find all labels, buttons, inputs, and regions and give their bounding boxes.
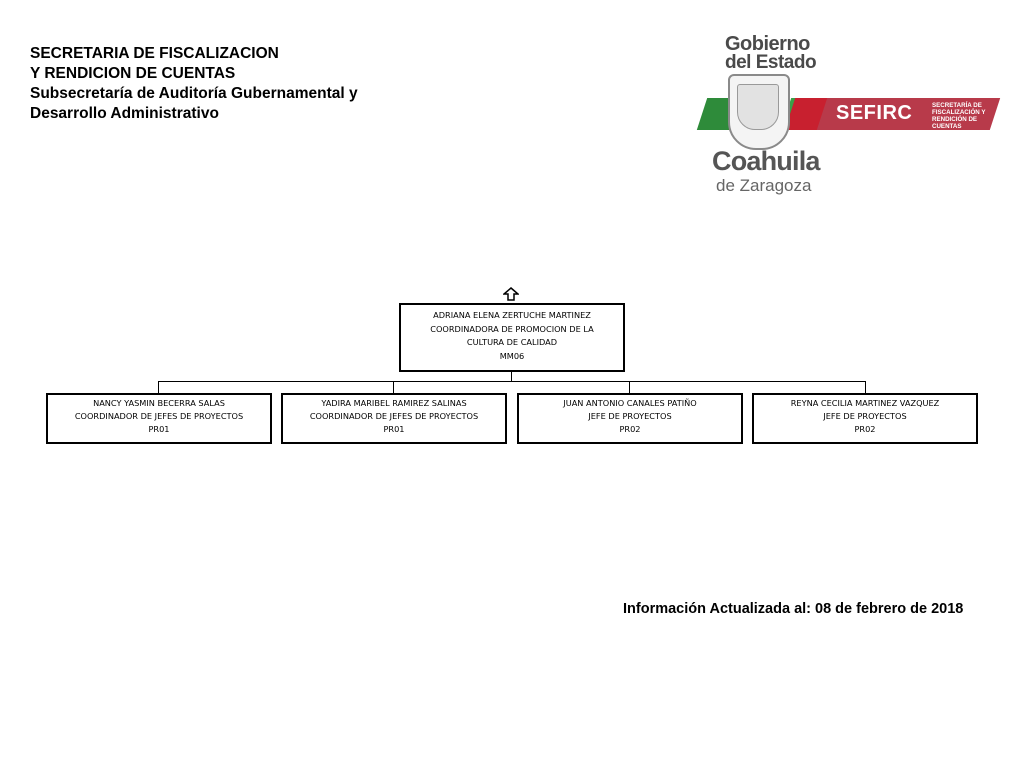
connector-child-4 bbox=[865, 381, 866, 393]
connector-child-3 bbox=[629, 381, 630, 393]
connector-child-2 bbox=[393, 381, 394, 393]
child-name: YADIRA MARIBEL RAMIREZ SALINAS bbox=[321, 398, 467, 408]
root-title-line1: COORDINADORA DE PROMOCION DE LA bbox=[430, 323, 594, 334]
child-name: JUAN ANTONIO CANALES PATIÑO bbox=[563, 398, 697, 408]
root-title-line2: CULTURA DE CALIDAD bbox=[466, 337, 558, 347]
logo-del-estado-text: del Estado bbox=[725, 52, 817, 73]
child-title: JEFE DE PROYECTOS bbox=[823, 411, 907, 421]
connector-child-1 bbox=[158, 381, 159, 393]
org-node-child-4 bbox=[752, 393, 978, 444]
child-code: PR01 bbox=[148, 424, 170, 434]
header-line-secretaria: SECRETARIA DE FISCALIZACION bbox=[30, 45, 279, 62]
coat-of-arms-icon bbox=[728, 74, 790, 150]
child-title: JEFE DE PROYECTOS bbox=[588, 411, 672, 421]
org-node-child-1 bbox=[46, 393, 272, 444]
root-code: MM06 bbox=[499, 350, 525, 361]
logo-coahuila-text: Coahuila bbox=[712, 146, 820, 176]
connector-horizontal bbox=[158, 381, 866, 382]
header-line-rendicion: Y RENDICION DE CUENTAS bbox=[30, 65, 236, 82]
header-line-desarrollo: Desarrollo Administrativo bbox=[30, 105, 219, 122]
org-up-arrow-icon bbox=[503, 287, 519, 301]
org-node-child-3 bbox=[517, 393, 743, 444]
child-code: PR01 bbox=[383, 424, 405, 434]
child-name: REYNA CECILIA MARTINEZ VAZQUEZ bbox=[790, 398, 940, 408]
header-title-block bbox=[30, 44, 358, 124]
org-node-root bbox=[399, 303, 625, 372]
gobierno-coahuila-sefirc-logo bbox=[690, 28, 1010, 198]
child-code: PR02 bbox=[619, 424, 641, 434]
logo-gobierno-text: Gobierno bbox=[725, 33, 810, 55]
root-name: ADRIANA ELENA ZERTUCHE MARTINEZ bbox=[433, 310, 591, 320]
logo-zaragoza-text: de Zaragoza bbox=[716, 176, 812, 195]
child-code: PR02 bbox=[854, 424, 876, 434]
sefirc-wordmark: SEFIRC bbox=[836, 102, 913, 124]
org-node-child-2 bbox=[281, 393, 507, 444]
header-line-subsecretaria: Subsecretaría de Auditoría Gubernamental y bbox=[30, 85, 358, 102]
updated-date-note: Información Actualizada al: 08 de febrero de 2018 bbox=[623, 601, 964, 617]
child-title: COORDINADOR DE JEFES DE PROYECTOS bbox=[74, 411, 244, 421]
child-title: COORDINADOR DE JEFES DE PROYECTOS bbox=[309, 411, 479, 421]
sefirc-subtitle: SECRETARÍA DE FISCALIZACIÓN Y RENDICIÓN DE CUENTAS bbox=[932, 102, 986, 130]
child-name: NANCY YASMIN BECERRA SALAS bbox=[93, 398, 225, 408]
